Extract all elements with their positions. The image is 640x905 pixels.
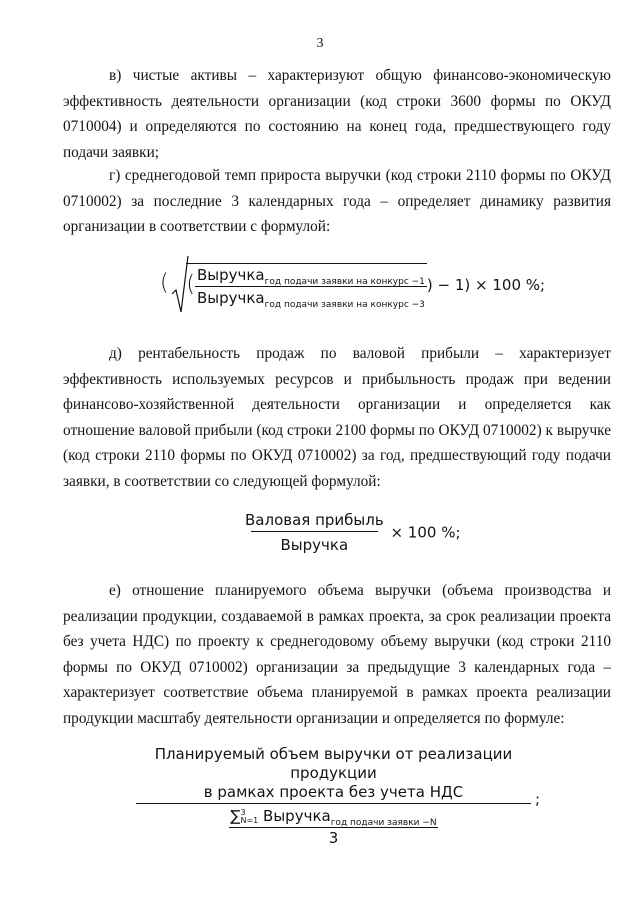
formula-revenue-growth: ( ( $\frac{Выручка_{год подачи заявки на конкурс -1}}{Выручка_{год подачи заявки на конкурс -3}}$ ) − 1) × 100 %; [160, 254, 545, 316]
formula-tail: × 100 %; [390, 523, 461, 542]
formula-numerator-line1: Планируемый объем выручки от реализации продукции [154, 745, 513, 782]
formula-profitability [243, 511, 461, 554]
paragraph-net-assets: в) чистые активы – характеризуют общую финансово-экономическую эффективность деятельности организации (код строки 3600 формы по ОКУД 0710004) и определяются по состоянию на конец года, предшествующего году подачи заявки; [63, 67, 611, 161]
formula-open-paren: ( [160, 270, 169, 296]
formula-revenue-ratio: Планируемый объем выручки от реализации продукции в рамках проекта без учета НДС ; ∑3 N=1 Выручка$_{год подачи заявки -N}$ 3 [136, 745, 546, 847]
formula-numerator-line2: в рамках проекта без учета НДС [203, 783, 464, 801]
formula-numerator: Валовая прибыль [245, 511, 384, 529]
paragraph-revenue-ratio: е) отношение планируемого объема выручки (объема производства и реализации продукции, создаваемой в рамках проекта, за срок реализации проекта без учета НДС) по проекту к среднегодовому объему выручки (код строки 2110 формы по ОКУД 0710002) организации за предыдущие 3 календарных года – характеризует соответствие объема планируемой в рамках проекта реализации продукции масштабу деятельности организации и определяется по формуле: [63, 582, 611, 727]
formula-fraction: $\frac{Выручка_{год подачи заявки на конкурс -1}}{Выручка_{год подачи заявки на конкурс -3}}$ [196, 266, 425, 310]
paragraph-profitability: д) рентабельность продаж по валовой прибыли – характеризует эффективность используемых ресурсов и прибыльность продаж при ведении финансово-хозяйственной деятельности организации и определяется как отношение валовой прибыли (код строки 2100 формы по ОКУД 0710002) к выручке (код строки 2110 формы по ОКУД 0710002) за год, предшествующий году подачи заявки, в соответствии со следующей формулой: [63, 345, 611, 490]
sum-icon: ∑ [230, 807, 241, 825]
page-number: 3 [316, 36, 324, 51]
formula-denominator: 3 [229, 827, 439, 847]
formula-denominator: Выручка [251, 531, 379, 554]
formula-tail: ) − 1) × 100 %; [426, 276, 546, 294]
paragraph-revenue-growth: г) среднегодовой темп прироста выручки (код строки 2110 формы по ОКУД 0710002) за последние 3 календарных года – определяет динамику развития организации в соответствии с формулой: [63, 167, 611, 236]
formula-tail: ; [535, 790, 541, 808]
